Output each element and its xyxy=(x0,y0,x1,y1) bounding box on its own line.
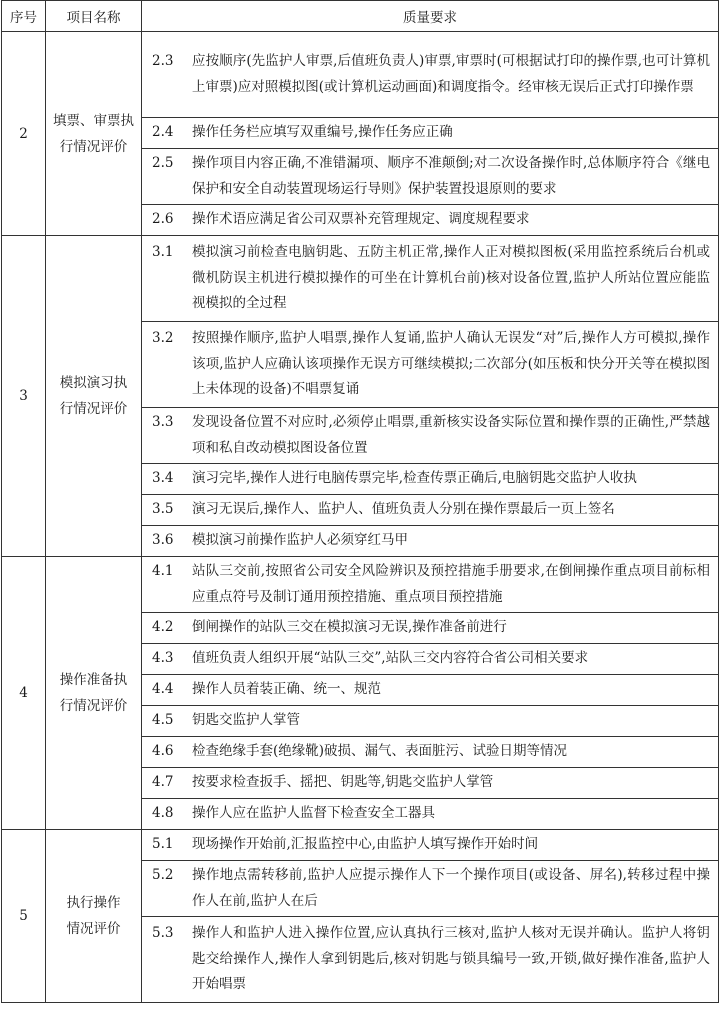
requirement-cell xyxy=(142,799,719,830)
section-name: 操作准备执行情况评价 xyxy=(46,557,142,830)
requirement-text: 操作人应在监护人监督下检查安全工器具 xyxy=(192,805,435,822)
requirement-code: 4.5 xyxy=(152,712,174,729)
section-number: 2 xyxy=(2,32,46,236)
requirement-text: 演习无误后,操作人、监护人、值班负责人分别在操作票最后一页上签名 xyxy=(192,501,615,518)
requirement-code: 2.4 xyxy=(152,124,174,141)
requirement-item xyxy=(152,120,710,146)
table-row xyxy=(2,32,719,118)
requirement-text: 模拟演习前操作监护人必须穿红马甲 xyxy=(192,532,408,549)
requirement-item xyxy=(152,326,710,403)
section-number: 5 xyxy=(2,830,46,1003)
requirement-text: 操作项目内容正确,不准错漏项、顺序不准颠倒;对二次设备操作时,总体顺序符合《继电保护和安全自动装置现场运行导则》保护装置投退原则的要求 xyxy=(192,155,710,197)
requirement-item xyxy=(152,677,710,703)
section-name: 模拟演习执行情况评价 xyxy=(46,236,142,557)
requirement-item xyxy=(152,410,710,461)
requirement-cell xyxy=(142,205,719,236)
requirement-text: 模拟演习前检查电脑钥匙、五防主机正常,操作人正对模拟图板(采用监控系统后台机或微机防误主机进行模拟操作的可坐在计算机台前)核对设备位置,监护人所站位置应能监视模拟的全过程 xyxy=(192,244,710,312)
requirement-code: 4.4 xyxy=(152,681,174,698)
requirement-text: 操作人和监护人进入操作位置,应认真执行三核对,监护人核对无误并确认。监护人将钥匙交给操作人,操作人拿到钥匙后,核对钥匙与锁具编号一致,开锁,做好操作准备,监护人开始唱票 xyxy=(192,925,710,993)
requirement-text: 演习完毕,操作人进行电脑传票完毕,检查传票正确后,电脑钥匙交监护人收执 xyxy=(192,470,637,487)
requirement-text: 操作人员着装正确、统一、规范 xyxy=(192,681,381,698)
table-header-row xyxy=(2,1,719,32)
requirement-item xyxy=(152,49,710,100)
requirement-item xyxy=(152,739,710,765)
requirement-text: 钥匙交监护人掌管 xyxy=(192,712,300,729)
requirement-code: 3.4 xyxy=(152,470,174,487)
requirement-cell xyxy=(142,675,719,706)
requirement-code: 3.2 xyxy=(152,330,174,347)
requirement-text: 按照操作顺序,监护人唱票,操作人复诵,监护人确认无误发“对”后,操作人方可模拟,操作该项,监护人应确认该项操作无误方可继续模拟;二次部分(如压板和快分开关等在模拟图上未体现的设备)不唱票复诵 xyxy=(192,330,710,398)
table-row xyxy=(2,830,719,861)
requirement-text: 检查绝缘手套(绝缘靴)破损、漏气、表面脏污、试验日期等情况 xyxy=(192,743,568,760)
requirement-cell xyxy=(142,322,719,408)
requirement-cell xyxy=(142,118,719,149)
requirement-item xyxy=(152,151,710,202)
requirement-code: 3.1 xyxy=(152,244,174,261)
requirement-cell xyxy=(142,526,719,557)
requirement-code: 4.3 xyxy=(152,650,174,667)
requirement-cell xyxy=(142,706,719,737)
requirement-item xyxy=(152,770,710,796)
section-number: 4 xyxy=(2,557,46,830)
requirement-item xyxy=(152,921,710,998)
requirement-item xyxy=(152,863,710,914)
requirement-code: 4.1 xyxy=(152,563,174,579)
requirement-cell xyxy=(142,149,719,205)
requirement-text: 值班负责人组织开展“站队三交”,站队三交内容符合省公司相关要求 xyxy=(192,650,589,667)
requirement-cell xyxy=(142,861,719,917)
section-name: 填票、审票执行情况评价 xyxy=(46,32,142,236)
requirement-code: 4.7 xyxy=(152,774,174,791)
requirement-code: 5.2 xyxy=(152,867,174,883)
requirement-text: 应按顺序(先监护人审票,后值班负责人)审票,审票时(可根据试打印的操作票,也可计算机上审票)应对照模拟图(或计算机运动画面)和调度指令。经审核无误后正式打印操作票 xyxy=(192,53,710,95)
requirement-cell xyxy=(142,737,719,768)
requirement-code: 4.2 xyxy=(152,619,174,636)
requirement-cell xyxy=(142,644,719,675)
requirement-item xyxy=(152,240,710,317)
requirement-cell xyxy=(142,768,719,799)
requirement-item xyxy=(152,615,710,641)
table-row xyxy=(2,557,719,613)
table-row xyxy=(2,236,719,322)
requirement-cell xyxy=(142,495,719,526)
header-requirement: 质量要求 xyxy=(142,1,719,32)
requirement-cell xyxy=(142,917,719,1003)
requirement-item xyxy=(152,559,710,610)
requirement-code: 3.5 xyxy=(152,501,174,518)
header-no: 序号 xyxy=(2,1,46,32)
requirement-cell xyxy=(142,613,719,644)
requirement-code: 5.3 xyxy=(152,925,174,942)
requirement-text: 倒闸操作的站队三交在模拟演习无误,操作准备前进行 xyxy=(192,619,507,636)
requirement-cell xyxy=(142,464,719,495)
requirement-text: 站队三交前,按照省公司安全风险辨识及预控措施手册要求,在倒闸操作重点项目前标相应重点符号及制订通用预控措施、重点项目预控措施 xyxy=(192,563,710,605)
requirement-text: 操作术语应满足省公司双票补充管理规定、调度规程要求 xyxy=(192,211,530,228)
section-name: 执行操作情况评价 xyxy=(46,830,142,1003)
requirement-code: 3.6 xyxy=(152,532,174,549)
requirement-text: 现场操作开始前,汇报监控中心,由监护人填写操作开始时间 xyxy=(192,836,539,853)
section-number: 3 xyxy=(2,236,46,557)
requirement-code: 3.3 xyxy=(152,414,174,430)
requirement-item xyxy=(152,497,710,523)
requirement-cell xyxy=(142,408,719,464)
requirement-code: 2.3 xyxy=(152,53,174,69)
table-body xyxy=(2,32,719,1003)
requirement-cell xyxy=(142,32,719,118)
requirement-item xyxy=(152,646,710,672)
requirement-text: 操作任务栏应填写双重编号,操作任务应正确 xyxy=(192,124,453,141)
quality-requirements-table xyxy=(1,0,719,1003)
requirement-text: 操作地点需转移前,监护人应提示操作人下一个操作项目(或设备、屏名),转移过程中操作人在前,监护人在后 xyxy=(192,867,710,909)
requirement-code: 4.8 xyxy=(152,805,174,822)
requirement-code: 2.6 xyxy=(152,211,174,228)
requirement-cell xyxy=(142,557,719,613)
requirement-item xyxy=(152,832,710,858)
requirement-text: 按要求检查扳手、摇把、钥匙等,钥匙交监护人掌管 xyxy=(192,774,494,791)
requirement-item xyxy=(152,528,710,554)
requirement-code: 5.1 xyxy=(152,836,174,853)
requirement-text: 发现设备位置不对应时,必须停止唱票,重新核实设备实际位置和操作票的正确性,严禁越项和私自改动模拟图设备位置 xyxy=(192,414,710,456)
header-name: 项目名称 xyxy=(46,1,142,32)
requirement-item xyxy=(152,207,710,233)
requirement-code: 2.5 xyxy=(152,155,174,171)
requirement-cell xyxy=(142,830,719,861)
requirement-item xyxy=(152,708,710,734)
requirement-item xyxy=(152,466,710,492)
requirement-item xyxy=(152,801,710,827)
requirement-cell xyxy=(142,236,719,322)
requirement-code: 4.6 xyxy=(152,743,174,760)
